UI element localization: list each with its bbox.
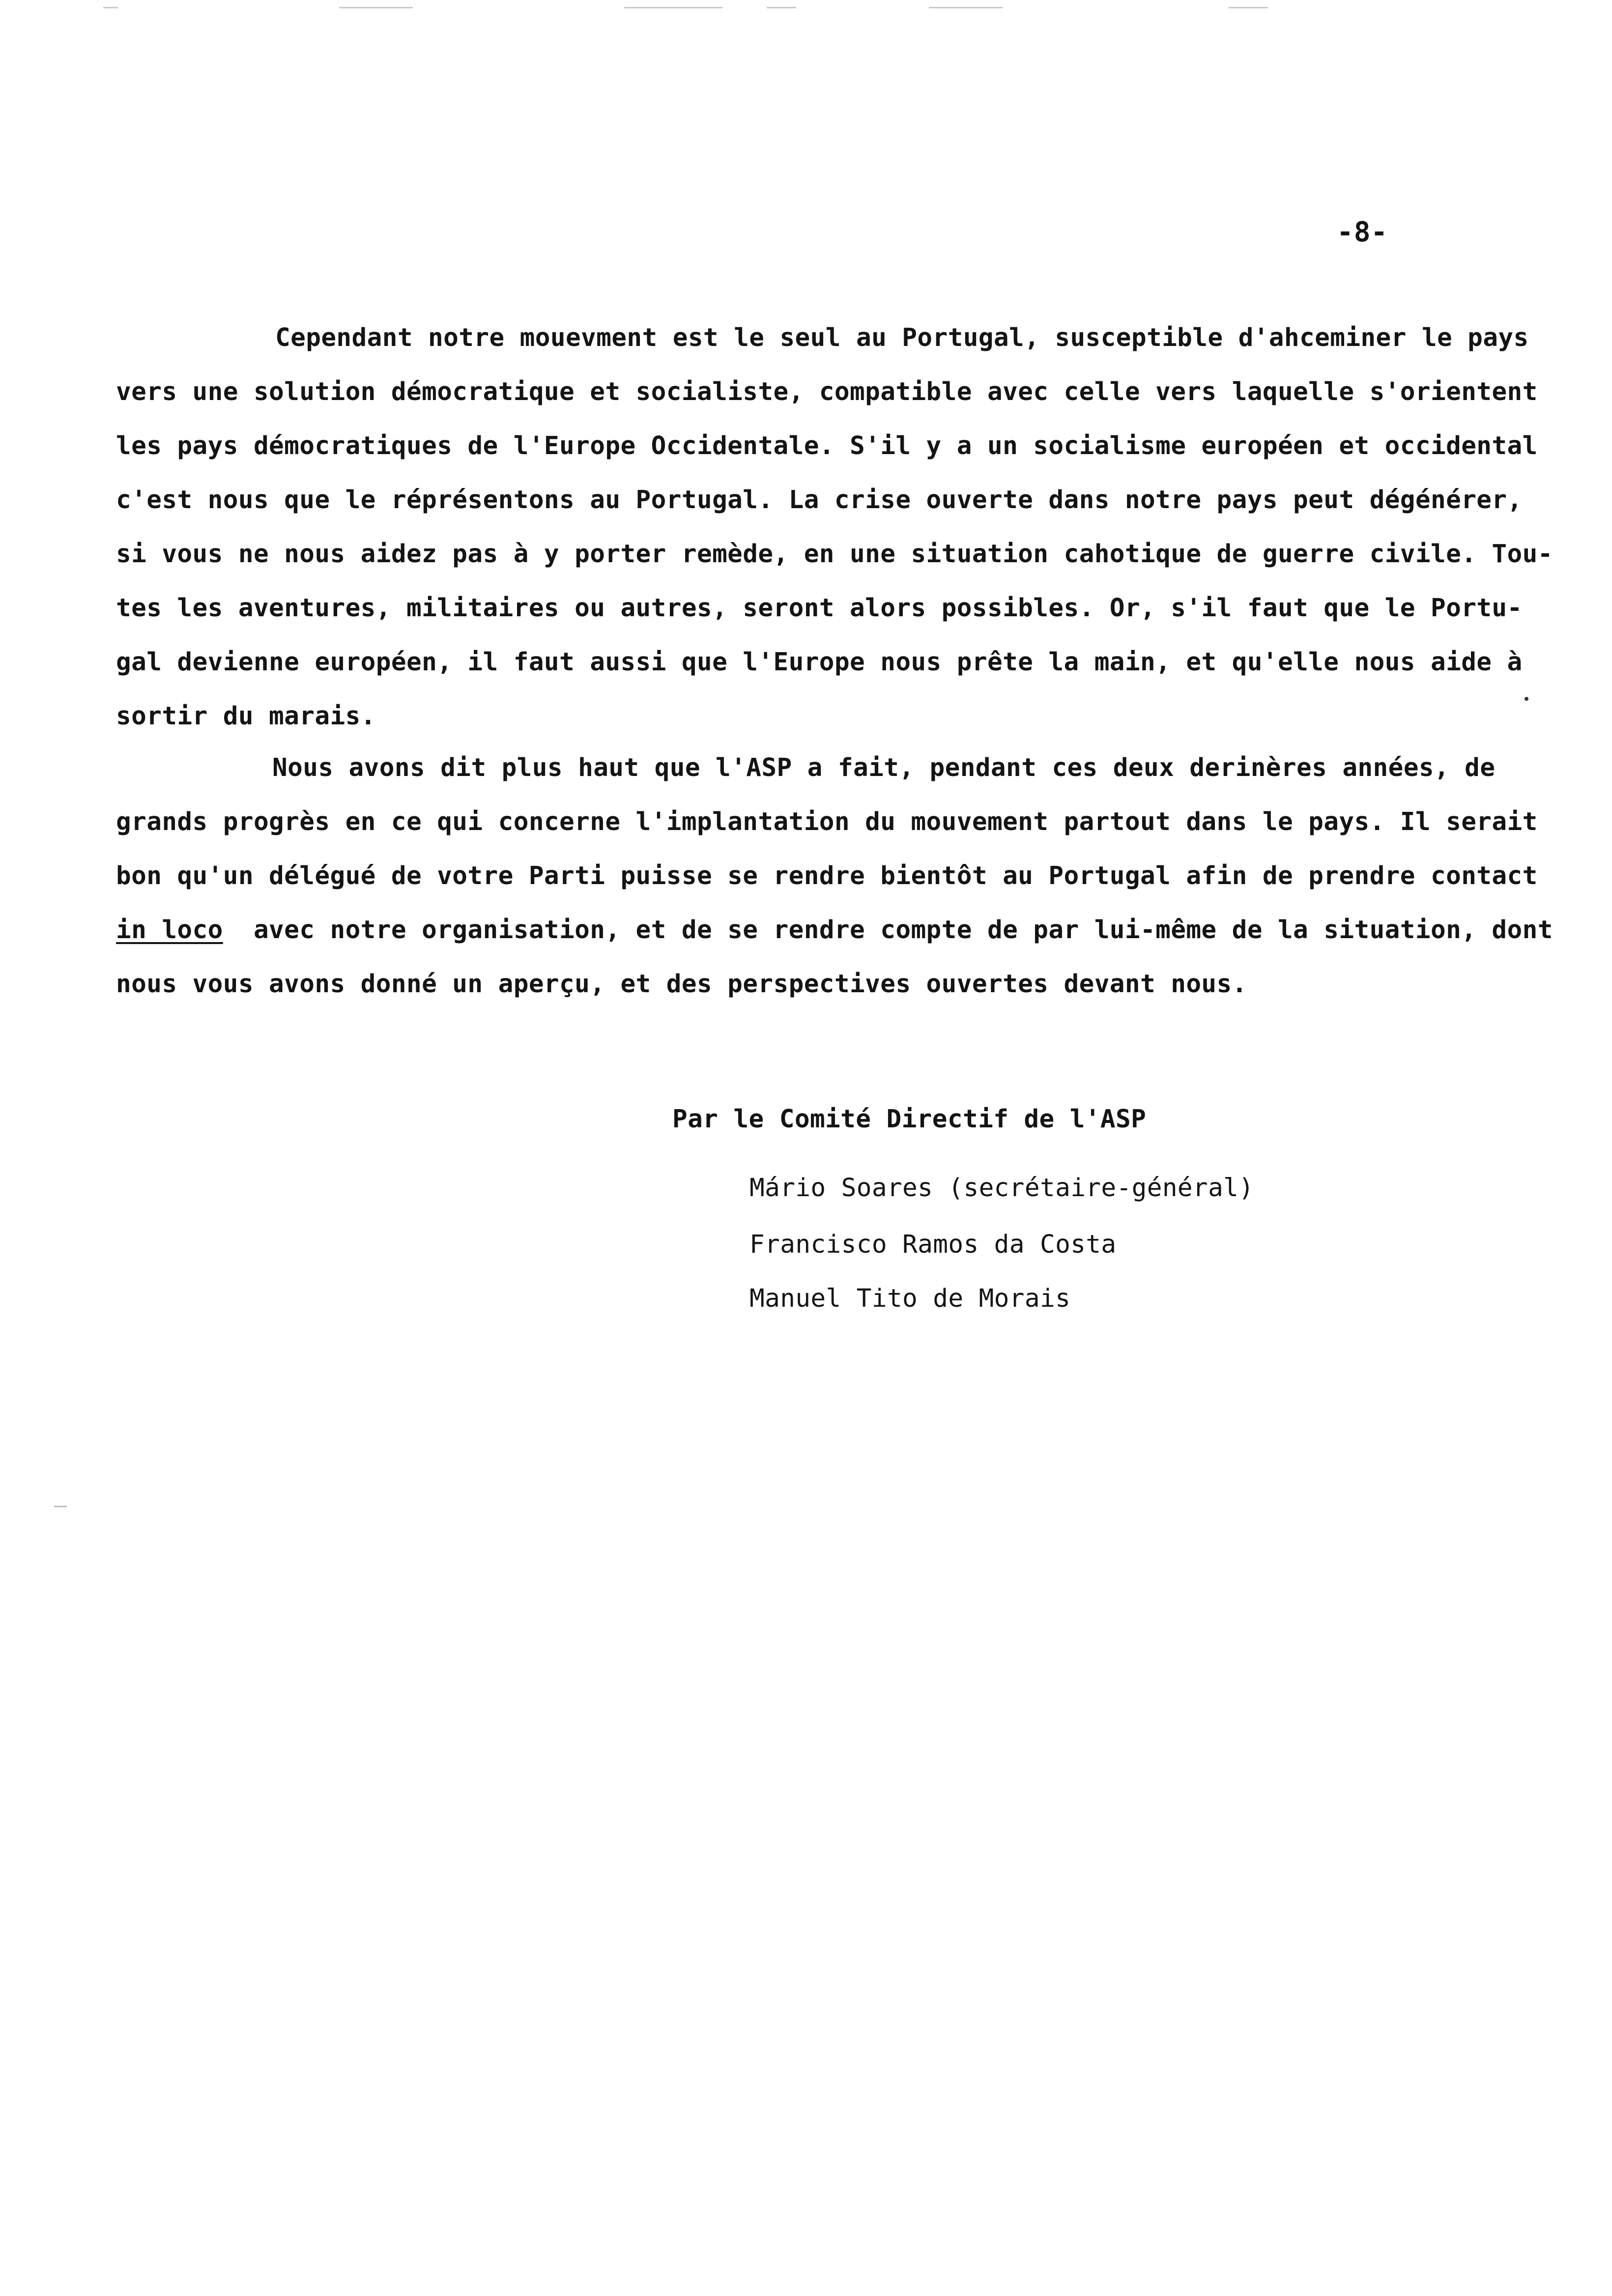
paragraph-line: gal devienne européen, il faut aussi que l'Europe nous prête la main, et qu'elle nous aide à	[116, 648, 1523, 677]
paragraph-line: sortir du marais.	[116, 702, 376, 731]
scan-artifact	[54, 1506, 67, 1507]
ink-dot	[1525, 697, 1528, 701]
paragraph-line: les pays démocratiques de l'Europe Occidentale. S'il y a un socialisme européen et occidental	[116, 431, 1538, 460]
latin-phrase-in-loco: in loco	[116, 916, 223, 945]
signatory-name: Manuel Tito de Morais	[749, 1284, 1071, 1313]
scan-artifact	[339, 7, 413, 8]
scan-artifact	[929, 7, 1003, 8]
scan-artifact	[103, 7, 118, 8]
paragraph-line: tes les aventures, militaires ou autres, seront alors possibles. Or, s'il faut que le Portu-	[116, 594, 1523, 623]
signatory-name: Mário Soares (secrétaire-général)	[749, 1174, 1254, 1203]
paragraph-line: vers une solution démocratique et socialiste, compatible avec celle vers laquelle s'orientent	[116, 377, 1538, 406]
paragraph-line: grands progrès en ce qui concerne l'implantation du mouvement partout dans le pays. Il serait	[116, 807, 1538, 836]
signatory-name: Francisco Ramos da Costa	[749, 1230, 1117, 1259]
signature-heading: Par le Comité Directif de l'ASP	[672, 1105, 1147, 1134]
paragraph-line	[116, 914, 1553, 947]
page-number: -8-	[1337, 216, 1388, 248]
paragraph-line: si vous ne nous aidez pas à y porter remède, en une situation cahotique de guerre civile. Tou-	[116, 540, 1553, 569]
paragraph-line: nous vous avons donné un aperçu, et des perspectives ouvertes devant nous.	[116, 970, 1247, 999]
paragraph-line: c'est nous que le réprésentons au Portugal. La crise ouverte dans notre pays peut dégénérer,	[116, 486, 1523, 515]
paragraph-line: Nous avons dit plus haut que l'ASP a fait, pendant ces deux derinères années, de	[272, 753, 1496, 782]
scan-artifact	[624, 7, 722, 8]
scan-artifact	[767, 7, 796, 8]
paragraph-line-continuation: avec notre organisation, et de se rendre compte de par lui-même de la situation, dont	[223, 916, 1553, 945]
scan-artifact	[1229, 7, 1268, 8]
paragraph-line: bon qu'un délégué de votre Parti puisse se rendre bientôt au Portugal afin de prendre contact	[116, 861, 1538, 890]
paragraph-line: Cependant notre mouevment est le seul au Portugal, susceptible d'ahceminer le pays	[275, 323, 1529, 352]
